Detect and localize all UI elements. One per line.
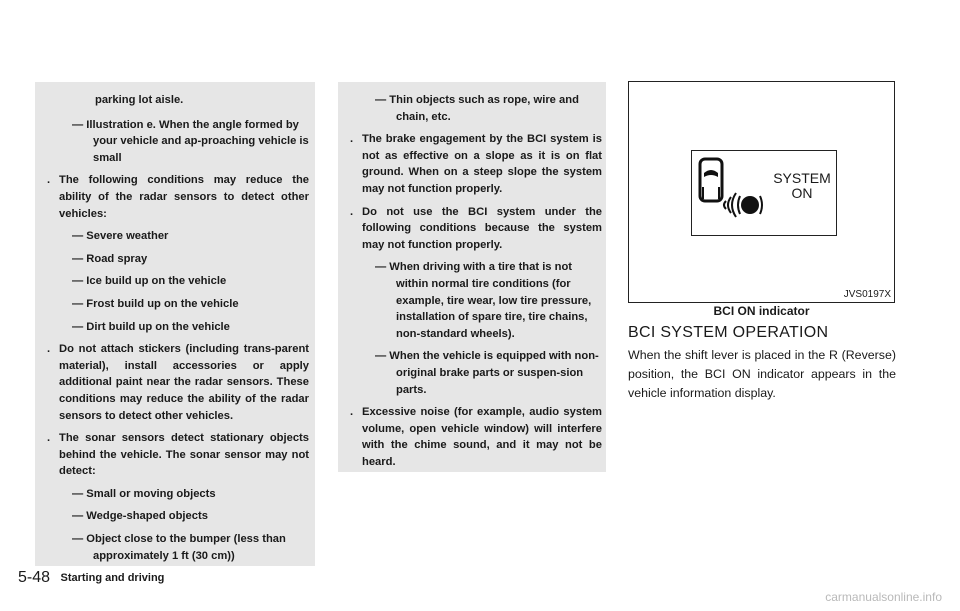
figure-caption: BCI ON indicator [713, 304, 810, 318]
continuation-text: parking lot aisle. [95, 94, 184, 106]
bullet-noise [350, 404, 602, 470]
section-name: Starting and driving [60, 572, 165, 584]
bullet-text: Do not use the BCI system under the following conditions because the system may not function properly. [362, 205, 602, 251]
dash-item: — Thin objects such as rope, wire and chain, etc. [375, 94, 579, 123]
bullet-text: Excessive noise (for example, audio system volume, open vehicle window) will interfere with the chime sound, and it may not be heard. [362, 406, 602, 468]
dash-item: — Road spray [72, 252, 148, 265]
figure-code: JVS0197X [843, 289, 891, 300]
dash-item: — Frost build up on the vehicle [72, 297, 239, 310]
watermark: carmanualsonline.info [825, 590, 942, 604]
section-body: When the shift lever is placed in the R (Reverse) position, the BCI ON indicator appears in the vehicle information display. [628, 348, 896, 400]
section-heading: BCI SYSTEM OPERATION [628, 324, 829, 341]
bullet-text: The sonar sensors detect stationary objects behind the vehicle. The sonar sensor may not detect: [59, 432, 309, 478]
page-footer [18, 569, 164, 587]
bullet-dot: . [350, 133, 354, 146]
bci-figure [628, 81, 895, 303]
bullet-text: The brake engagement by the BCI system is not as effective on a slope as it is on flat ground. When on a steep slope the system may not function properly. [362, 133, 602, 195]
bullet-dot: . [350, 406, 354, 419]
dash-item: — Wedge-shaped objects [72, 510, 208, 523]
bullet-text: The following conditions may reduce the ability of the radar sensors to detect other vehicles: [59, 174, 309, 220]
dash-item: — Illustration e. When the angle formed by your vehicle and ap-proaching vehicle is small [72, 118, 309, 164]
bullet-dot: . [350, 205, 354, 218]
left-column [47, 92, 309, 570]
bullet-do-not-use [350, 204, 602, 254]
dash-item: — Ice build up on the vehicle [72, 275, 227, 288]
dash-item: — Object close to the bumper (less than approximately 1 ft (30 cm)) [72, 533, 286, 562]
bullet-dot: . [47, 174, 51, 187]
bullet-stickers [47, 341, 309, 424]
bullet-sonar [47, 430, 309, 480]
dash-item: — When the vehicle is equipped with non-original brake parts or suspen-sion parts. [375, 350, 599, 396]
dash-item: — Dirt build up on the vehicle [72, 320, 230, 333]
bullet-dot: . [47, 432, 51, 445]
system-text-line2: ON [791, 185, 813, 201]
bullet-slope [350, 131, 602, 197]
system-on-text [770, 171, 834, 201]
dash-item: — When driving with a tire that is not within normal tire conditions (for example, tire wear, low tire pressure, installation of spare tire, tire chains, non-standard wheels). [375, 261, 592, 340]
middle-column [350, 92, 602, 476]
dash-item: — Small or moving objects [72, 487, 216, 500]
page-number: 5-48 [18, 569, 51, 586]
bci-indicator-icon [692, 151, 772, 231]
system-text-line1: SYSTEM [773, 170, 831, 186]
bullet-radar-conditions [47, 172, 309, 222]
bullet-dot: . [47, 343, 51, 356]
dash-item: — Severe weather [72, 230, 169, 243]
bullet-text: Do not attach stickers (including trans-parent material), install accessories or apply additional paint near the radar sensors. These conditions may reduce the ability of the radar sensors to detect other vehicles. [59, 343, 309, 422]
vehicle-info-display [691, 150, 837, 236]
